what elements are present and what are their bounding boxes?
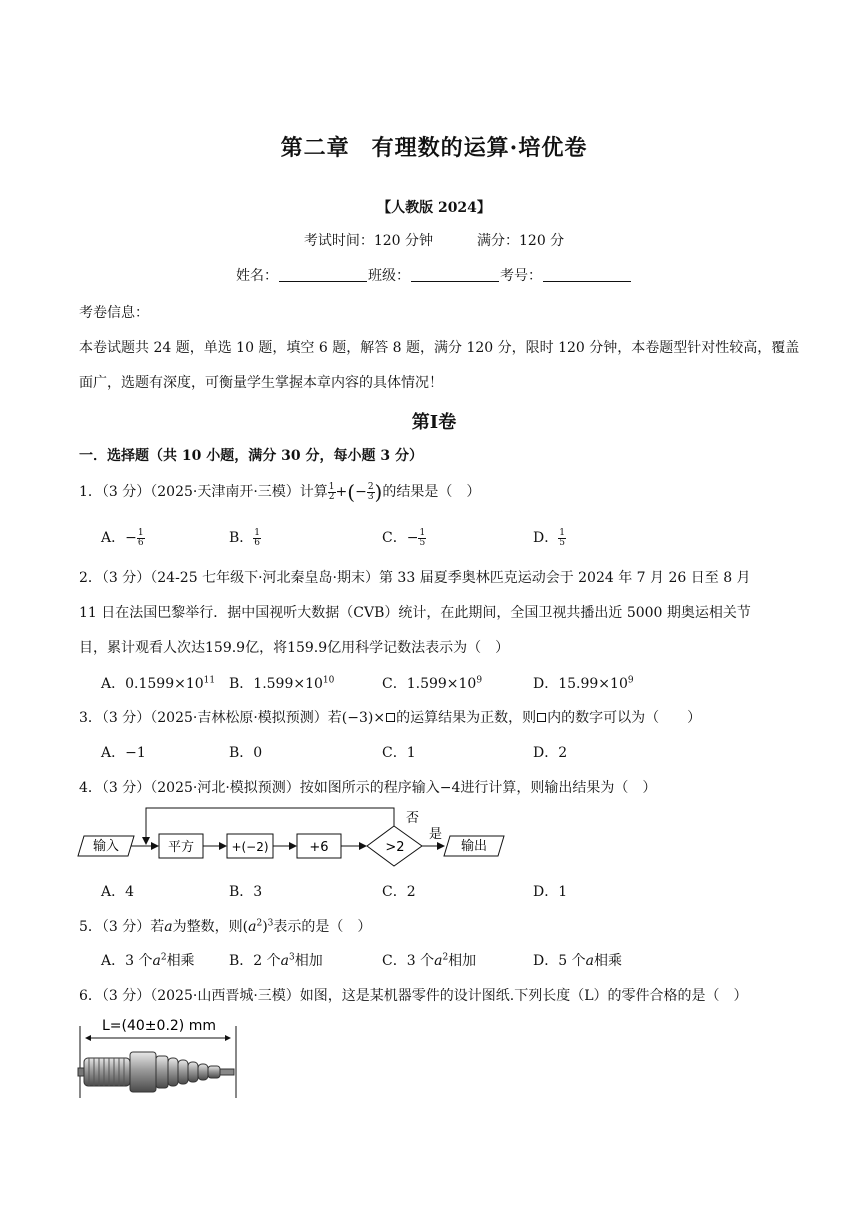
question-1-option-c[interactable]: C．− $\frac{1}{5}$ — [382, 527, 426, 548]
question-4-option-a[interactable]: A．4 — [101, 884, 135, 900]
blank-square — [537, 713, 546, 722]
chapter-label: 第二章 — [280, 135, 350, 161]
question-4-option-b[interactable]: B．3 — [229, 884, 263, 900]
question-5-option-d[interactable]: D．5 个a相乘 — [533, 953, 622, 969]
id-label: 考号： — [500, 268, 542, 284]
question-4-option-c[interactable]: C．2 — [382, 884, 416, 900]
question-2-line2: 11 日在法国巴黎举行．据中国视听大数据（CVB）统计，在此期间，全国卫视共播出近 5000 期奥运相关节 — [79, 605, 751, 621]
class-label: 班级： — [368, 268, 410, 284]
machine-part-figure — [76, 1012, 242, 1098]
fraction-1-2: $\frac{1}{2}$ — [328, 481, 335, 502]
question-5-stem: 5．（3 分）若a为整数，则$(a^2)^3$表示的是（ ） — [79, 918, 372, 935]
loop-back-arrow — [146, 808, 394, 844]
question-2-line3: 目，累计观看人次达159.9亿，将159.9亿用科学记数法表示为（ ） — [79, 640, 510, 656]
full-score: 满分：120 分 — [477, 233, 565, 249]
question-3-option-b[interactable]: B．0 — [229, 745, 263, 761]
dimension-label: L=(40±0.2) mm — [102, 1018, 216, 1034]
flow-compare-label: >2 — [385, 840, 405, 855]
question-5-option-b[interactable]: B．2 个$a^3$相加 — [229, 952, 323, 969]
edition-label: 【人教版 2024】 — [377, 200, 491, 216]
fraction-2-3: $\frac{2}{3}$ — [367, 481, 374, 502]
flow-square-label: 平方 — [167, 840, 195, 855]
exam-time: 考试时间：120 分钟 — [303, 233, 433, 249]
question-4-stem: 4．（3 分）（2025·河北·模拟预测）按如图所示的程序输入−4进行计算，则输出结果为（ ） — [79, 780, 657, 796]
question-1-option-a[interactable]: A．− $\frac{1}{6}$ — [101, 527, 144, 548]
question-3-option-d[interactable]: D．2 — [533, 745, 568, 761]
question-5-option-c[interactable]: C．3 个$a^2$相加 — [382, 952, 477, 969]
class-blank[interactable] — [411, 267, 499, 282]
exam-info-label: 考卷信息： — [79, 305, 149, 321]
name-label: 姓名： — [236, 268, 278, 284]
question-2-option-a[interactable]: A．$0.1599\times 10^{11}$ — [101, 675, 216, 692]
question-3-stem: 3．（3 分）（2025·吉林松原·模拟预测）若(−3)× 的运算结果为正数，则 内的数字可以为（ ） — [79, 710, 702, 726]
flow-add6-label: +6 — [309, 840, 329, 855]
blank-square — [386, 713, 395, 722]
flow-add-neg2-label: +(−2) — [231, 840, 269, 854]
question-2-option-d[interactable]: D．$15.99\times 10^9$ — [533, 675, 634, 692]
question-3-option-c[interactable]: C．1 — [382, 745, 416, 761]
exam-time-info — [0, 230, 868, 250]
question-4-option-d[interactable]: D．1 — [533, 884, 568, 900]
question-2-line1: 2．（3 分）（24-25 七年级下·河北秦皇岛·期末）第 33 届夏季奥林匹克运动会于 2024 年 7 月 26 日至 8 月 — [79, 570, 751, 586]
exam-info-line2: 面广，选题有深度，可衡量学生掌握本章内容的具体情况！ — [79, 375, 443, 391]
title-text: 有理数的运算·培优卷 — [371, 135, 588, 161]
question-1-option-b[interactable]: B． $\frac{1}{6}$ — [229, 527, 261, 548]
question-3-option-a[interactable]: A．−1 — [101, 745, 146, 761]
flow-yes-label: 是 — [429, 827, 443, 842]
question-5-option-a[interactable]: A．3 个$a^2$相乘 — [101, 952, 195, 969]
name-blank[interactable] — [279, 267, 367, 282]
page-title — [0, 131, 868, 162]
flow-output-label: 输出 — [460, 839, 488, 854]
question-2-option-b[interactable]: B．$1.599\times 10^{10}$ — [229, 675, 335, 692]
part-title: 第Ⅰ卷 — [411, 412, 457, 433]
program-flowchart — [76, 805, 506, 867]
question-2-option-c[interactable]: C．$1.599\times 10^9$ — [382, 675, 483, 692]
question-6-stem: 6．（3 分）（2025·山西晋城·三模）如图，这是某机器零件的设计图纸.下列长度（L）的零件合格的是（ ） — [79, 988, 748, 1004]
flow-no-label: 否 — [406, 811, 420, 826]
id-blank[interactable] — [543, 267, 631, 282]
exam-info-line1: 本卷试题共 24 题，单选 10 题，填空 6 题，解答 8 题，满分 120 分，限时 120 分钟，本卷题型针对性较高，覆盖 — [79, 340, 800, 356]
flow-input-label: 输入 — [92, 839, 120, 854]
student-info-line — [0, 265, 868, 285]
question-1-stem: 1．（3 分）（2025·天津南开·三模）计算 $\frac{1}{2}$ +(− $\frac{2}{3}$ )的结果是（ ） — [79, 480, 481, 504]
section-title: 一．选择题（共 10 小题，满分 30 分，每小题 3 分） — [79, 448, 423, 464]
question-1-option-d[interactable]: D． $\frac{1}{5}$ — [533, 527, 565, 548]
